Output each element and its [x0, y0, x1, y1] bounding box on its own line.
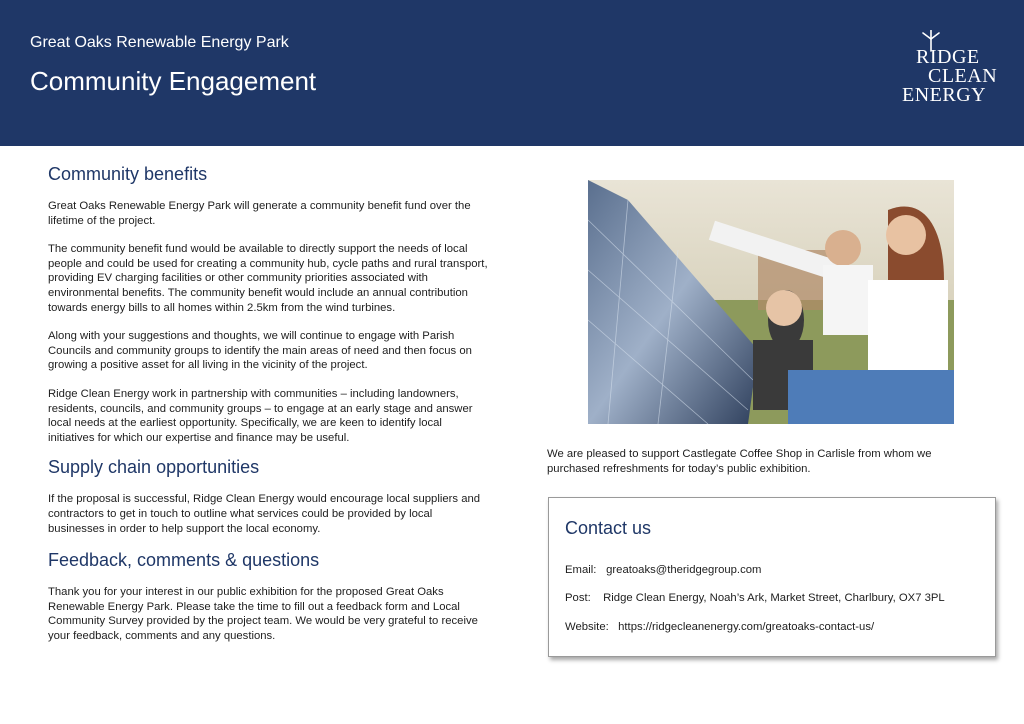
post-label: Post:: [565, 592, 591, 604]
contact-heading: Contact us: [565, 518, 652, 538]
email-label: Email:: [565, 564, 597, 576]
left-column: [48, 164, 488, 643]
community-benefits-heading: Community benefits: [48, 164, 208, 184]
website-label: Website:: [565, 621, 609, 633]
contact-email-row: [565, 564, 761, 576]
website-link[interactable]: https://ridgecleanenergy.com/greatoaks-contact-us/: [618, 621, 875, 633]
contact-website-row: [565, 621, 874, 633]
post-address: Ridge Clean Energy, Noah’s Ark, Market Street, Charlbury, OX7 3PL: [603, 592, 945, 604]
feedback-heading: Feedback, comments & questions: [48, 550, 320, 571]
ridge-clean-energy-logo: [898, 30, 998, 110]
page-title: Community Engagement: [30, 66, 317, 96]
community-benefits-paragraph-4: Ridge Clean Energy work in partnership with communities – including landowners, residents, councils, and community groups – to engage at an early stage and answer local needs at the earliest opportunity. Specifically, we are keen to identify local initiatives for which our expertise and finance may be useful.: [48, 387, 473, 444]
project-name: Great Oaks Renewable Energy Park: [30, 34, 289, 51]
family-solar-panel-photo: [588, 180, 954, 424]
contact-post-row: [565, 592, 945, 604]
supply-chain-heading: Supply chain opportunities: [48, 457, 260, 478]
supply-chain-paragraph: If the proposal is successful, Ridge Clean Energy would encourage local suppliers and contractors to get in touch to outline what services could be provided by local businesses in order to help support the local economy.: [48, 493, 481, 535]
page-header: [0, 0, 1024, 146]
feedback-paragraph: Thank you for your interest in our public exhibition for the proposed Great Oaks Renewable Energy Park. Please take the time to fill out a feedback form and Local Community Survey provided by the project team. We would be very grateful to receive your feedback, comments and any questions.: [48, 586, 478, 642]
email-link[interactable]: greatoaks@theridgegroup.com: [606, 564, 762, 576]
coffee-shop-caption: We are pleased to support Castlegate Coffee Shop in Carlisle from whom we purchased refreshments for today’s public exhibition.: [547, 448, 932, 475]
community-benefits-paragraph-1: Great Oaks Renewable Energy Park will generate a community benefit fund over the lifetime of the project.: [48, 200, 471, 227]
contact-box: [548, 497, 996, 657]
logo-text-energy: ENERGY: [902, 84, 987, 106]
logo-text-ridge: RIDGE: [916, 46, 980, 68]
logo-text-clean: CLEAN: [928, 65, 998, 87]
community-benefits-paragraph-3: Along with your suggestions and thoughts, we will continue to engage with Parish Councils and community groups to identify the main areas of need and then focus on growing a positive asset for all living in the vicinity of the project.: [48, 330, 472, 372]
community-benefits-paragraph-2: The community benefit fund would be available to directly support the needs of local people and could be used for creating a community hub, cycle paths and rural transport, providing EV charging facilities or other community priorities associated with environmental benefits. The community benefit would include an annual contribution towards energy bills to all homes within 2.5km from the wind turbines.: [48, 243, 488, 314]
